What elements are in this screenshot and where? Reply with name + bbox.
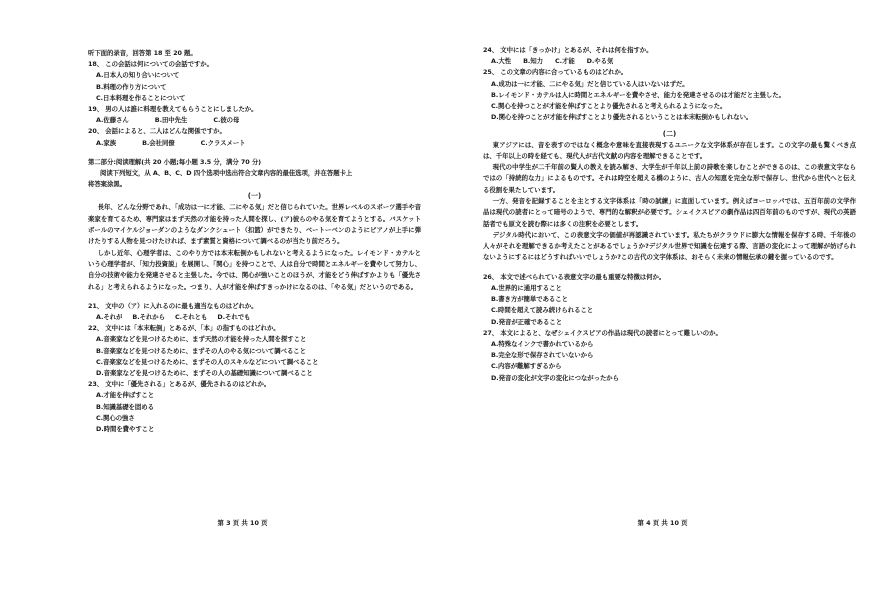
passage2-paragraph-4: デジタル時代において、この表意文字の価値が再認識されています。私たちがクラウドに膨大な情報を保存する時、千年後の人々がそれを理解できるか考えたことがあるでしょうか?デジタル世界で知識を伝達する際、言語の変化によって理解が妨げられないようにするにはどうすればいいでしょうか?この古代の文字体系は、おそらく未来の情報伝承の鍵を握っているのです。 [483,230,856,262]
q19-option-c: C.彼の母 [213,116,240,125]
q22-option-b: B.音楽家などを見つけるために、まずその人のやる気について調べること [96,346,306,355]
listening-intro: 听下面的录音，回答第 18 至 20 题。 [88,49,197,57]
q18-option-a: A.日本人の知り合いについて [96,71,180,80]
q19-option-b: B.田中先生 [154,116,188,125]
q26-option-d: D.発音が正確であること [491,317,563,326]
q24-option-d: D.やる気 [586,57,614,66]
part2-title: 第二部分:阅读理解(共 20 小题;每小题 3.5 分，满分 70 分) [88,157,262,166]
q24-option-b: B.知力 [523,57,543,66]
q27-option-b: B.完全な形で保存されていないから [491,351,594,360]
q25-option-a: A.成功は一に才能、二にやる気」だと信じている人はいないはずだ。 [491,79,689,88]
q26-option-a: A.世界的に通用すること [491,283,562,292]
q24-options [483,56,856,67]
q20-option-c: C.クラスメート [200,138,246,147]
q25-option-d: D.関心を持つことが才能を伸ばすことより優先されるということは本末転倒かもしれない。 [491,113,753,122]
q22-option-a: A.音楽家などを見つけるために、まず天然の才能を持った人間を探すこと [96,335,307,344]
part2-instruction-1: 阅读下列短文，从 A、B、C、D 四个选项中选出符合文章内容的最佳选项，并在答题卡上 [100,169,353,178]
q18-option-c: C.日本料理を作ることについて [96,93,186,102]
q25-option-c: C.関心を持つことが才能を伸ばすことより優先されると考えられるようになった。 [491,102,727,111]
q25-option-b: B.レイモンド・カテルは人に時間とエネルギーを費やさせ、能力を発達させるのは才能だと主張した。 [491,90,786,99]
q21-options [88,312,421,323]
q22-stem: 22、 文中には「本末転倒」とあるが、「本」の指すものはどれか。 [88,324,280,333]
q24-stem: 24、 文中には「きっかけ」とあるが、それは何を指すか。 [483,46,653,54]
q21-option-d: D.それでも [217,313,251,322]
passage2-paragraph-1: 東アジアには、音を表すのではなく概念や意味を直接表現するユニークな文字体系が存在します。この文字の最も驚くべき点は、千年以上の時を経ても、現代人が古代文献の内容を理解できることです。 [483,140,856,160]
q21-stem: 21、 文中の（ア）に入れるのに最も適当なものはどれか。 [88,301,258,310]
q23-stem: 23、 文中に「優先される」とあるが、優先されるのはどれか。 [88,380,271,389]
q21-option-a: A.それが [96,313,123,322]
q25-stem: 25、 この文章の内容に合っているものはどれか。 [483,68,628,77]
q20-option-a: A.家族 [96,138,117,147]
q26-stem: 26、 本文で述べられている表意文字の最も重要な特徴は何か。 [483,272,666,281]
q21-option-c: C.それとも [174,313,208,322]
q26-option-b: B.書き方が簡単であること [491,295,568,304]
q23-option-d: D.時間を費やすこと [96,425,155,434]
q24-option-c: C.才能 [554,57,575,66]
q23-option-a: A.才能を伸ばすこと [96,391,155,400]
q22-option-d: D.音楽家などを見つけるために、まずその人の基礎知識について調べること [96,369,313,378]
q27-option-c: C.内容が難解すぎるから [491,362,562,371]
q21-option-b: B.それから [132,313,165,322]
q20-stem: 20、 会話によると、二人はどんな関係ですか。 [88,127,226,136]
page-footer-left: 第 3 页 共 10 页 [217,519,268,527]
passage-paragraph-1: 長年、どんな分野であれ、「成功は一に才能、二にやる気」だと信じられていた。世界レベルのスポーツ選手や音楽家を育てるため、専門家はまず天然の才能を持った人間を探し、(ア)彼らのやる気を育てようとする。バスケットボールのマイケルジョーダンのようなダンクシュート（扣篮）ができたり、ベートーベンのようにピアノが上手に弾けたりする人物を見つけたければ、まず素質と資格について調べるのが当たり前だろう。 [88,203,421,246]
q26-option-c: C.時間を超えて読み続けられること [491,306,594,315]
part2-instruction-2: 将答案涂黑。 [88,180,127,189]
q20-options [88,138,421,149]
q22-option-c: C.音楽家などを見つけるために、まずその人のスキルなどについて調べること [96,357,319,366]
q27-stem: 27、 本文によると、なぜシェイクスピアの作品は現代の読者にとって難しいのか。 [483,328,722,337]
q19-option-a: A.佐藤さん [96,116,129,125]
q27-option-a: A.特殊なインクで書かれているから [491,340,594,348]
q19-stem: 19、 男の人は誰に料理を教えてもらうことにしましたか。 [88,105,258,114]
q20-option-b: B.会社同僚 [142,138,175,147]
passage-paragraph-2: しかし近年、心理学者は、このやり方では本末転倒かもしれないと考えるようになった。レイモンド・カテルという心理学者が、「知力投資説」を展開し、「関心」を持つことで、人は自分で時間とエネルギーを費やして努力し、自分の技術や能力を発達させると主張した。今では、関心が強いことのほうが、才能をどう伸ばすかよりも「優先される」と考えられるようになった。つまり、人が才能を伸ばすきっかけになるのは、「やる気」だというのである。 [88,248,421,291]
q18-option-b: B.料理の作り方について [96,82,167,91]
q23-option-b: B.知識基礎を固める [96,402,154,411]
passage2-paragraph-2: 現代の中学生が二千年前の賢人の教えを読み解き、大学生が千年以上前の詩歌を楽しむことができるのは、この表意文字ならではの「持続的な力」によるものです。それは時空を超える橋のように、古人の知恵を完全な形で保存し、世代から世代へと伝える役割を果たしています。 [483,163,856,194]
section-mark-1: (一) [247,192,262,201]
q19-options [88,115,421,126]
right-page [435,0,870,615]
passage2-paragraph-3: 一方、発音を記録することを主とする文字体系は「時の試練」に直面しています。例えばヨーロッパでは、五百年前の文学作品は現代の読者にとって暗号のようで、専門的な解釈が必要です。シェイクスピアの劇作品は四百年前のものですが、現代の英語話者でも原文を読む際には多くの注釈を必要とします。 [483,197,856,228]
q18-stem: 18、 この会話は何についての会話ですか。 [88,60,213,69]
q24-option-a: A.大性 [491,57,512,66]
page-footer-right: 第 4 页 共 10 页 [637,519,688,527]
q27-option-d: D.発音の変化が文字の変化につながったから [491,373,619,382]
section-mark-2: (二) [662,129,677,138]
q23-option-c: C.関心の強さ [96,413,135,422]
